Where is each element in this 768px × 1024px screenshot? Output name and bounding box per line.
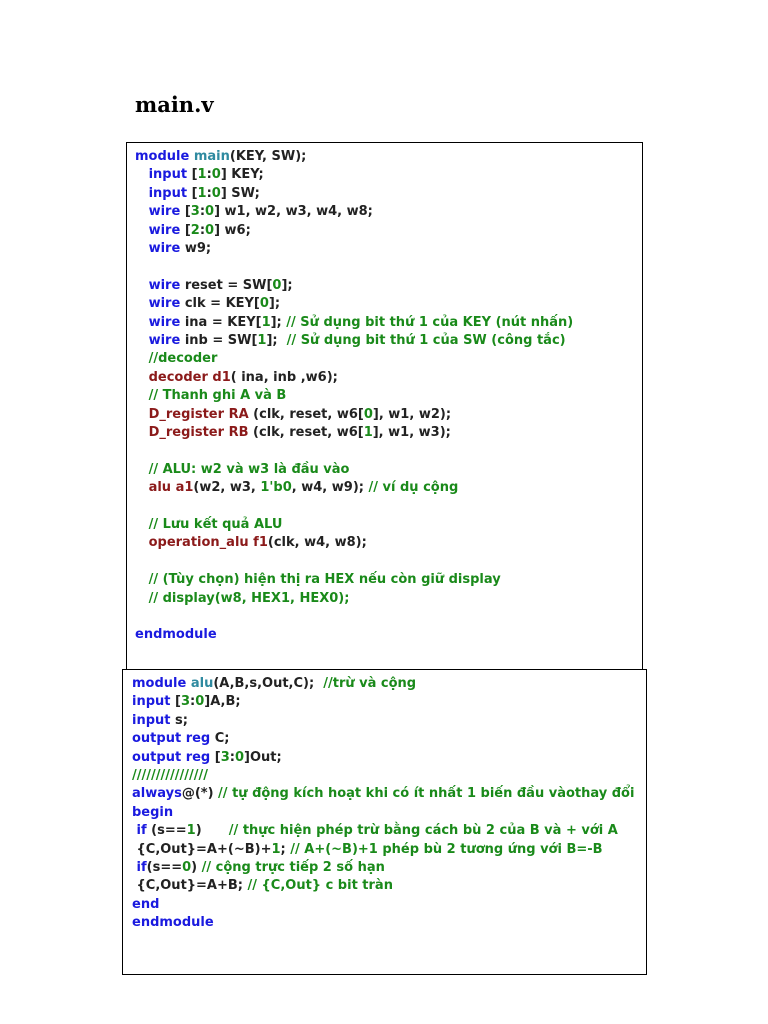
code-token: alu a1 <box>135 480 194 496</box>
code-line <box>135 314 573 332</box>
code-token: endmodule <box>132 915 214 931</box>
code-line <box>135 406 451 424</box>
code-token: 1 <box>197 167 207 183</box>
code-line <box>132 804 173 822</box>
code-token: (clk, reset, w6[ <box>253 425 364 440</box>
code-token: //////////////// <box>132 768 208 783</box>
code-token: ) <box>195 823 229 839</box>
code-token: always <box>132 786 182 802</box>
code-token: 0 <box>259 296 269 312</box>
code-token: ]; <box>281 277 293 293</box>
code-token: 1 <box>261 314 271 330</box>
code-token: 0 <box>234 749 245 765</box>
code-token: 0 <box>272 277 282 293</box>
code-token: // tự động kích hoạt khi có ít nhất 1 biến đầu vàothay đổi <box>218 786 635 802</box>
code-line <box>132 712 188 730</box>
code-line <box>135 350 217 368</box>
code-token: decoder d1 <box>135 369 231 385</box>
code-token: ] w1, w2, w3, w4, w8; <box>214 204 373 220</box>
code-line <box>135 185 260 203</box>
code-token: 0 <box>205 204 215 220</box>
code-token: @(*) <box>181 786 219 802</box>
code-token: (clk, w4, w8); <box>267 535 367 551</box>
code-line <box>132 749 282 767</box>
code-token: ] SW; <box>220 185 260 201</box>
code-token: ]Out; <box>244 749 282 765</box>
code-token: wire <box>135 222 185 238</box>
code-token: // ALU: w2 và w3 là đầu vào <box>135 461 350 477</box>
code-line <box>135 626 217 644</box>
code-line <box>132 785 634 803</box>
code-token: // thực hiện phép trừ bằng cách bù 2 của B và + với A <box>228 823 618 839</box>
code-token: w9; <box>184 241 212 256</box>
code-token: begin <box>132 804 174 820</box>
code-token: // cộng trực tiếp 2 số hạn <box>201 860 385 875</box>
code-token: 0 <box>205 222 215 238</box>
code-token: // Sử dụng bit thứ 1 của KEY (nút nhấn) <box>286 314 574 330</box>
code-token: ]; <box>270 314 287 330</box>
code-token: [ <box>184 204 191 220</box>
code-token: 1 <box>197 185 207 201</box>
code-line <box>135 479 458 497</box>
code-line <box>135 516 282 534</box>
code-token: wire <box>135 314 185 330</box>
code-token: D_register RB <box>135 425 254 440</box>
code-token: // Lưu kết quả ALU <box>135 517 283 532</box>
code-token: 0 <box>211 185 221 201</box>
code-token: wire <box>135 333 185 348</box>
code-line <box>135 571 501 589</box>
code-line <box>135 277 293 295</box>
code-token: ]A,B; <box>204 694 241 710</box>
code-line <box>135 387 286 405</box>
code-token: alu <box>190 676 214 691</box>
code-line <box>132 896 159 914</box>
code-token: ], w1, w3); <box>372 425 451 440</box>
code-token: // ví dụ cộng <box>368 480 459 496</box>
code-token: if <box>132 860 147 875</box>
code-token: : <box>206 167 212 183</box>
code-token: 1'b0 <box>260 480 292 496</box>
code-line <box>132 877 393 895</box>
code-line <box>135 295 280 313</box>
code-token: [ <box>191 167 198 183</box>
code-token: wire <box>135 277 185 293</box>
code-token: : <box>190 694 196 710</box>
code-line <box>135 222 251 240</box>
code-token: s; <box>175 712 188 728</box>
code-token: input <box>135 185 192 201</box>
code-token: // Thanh ghi A và B <box>135 388 287 404</box>
code-token: 1 <box>186 823 196 839</box>
code-token: : <box>229 749 235 765</box>
code-line <box>132 822 618 840</box>
code-line <box>135 534 367 552</box>
code-token: [ <box>175 694 181 710</box>
code-line <box>135 332 566 350</box>
code-token: 2 <box>190 222 200 238</box>
code-token: (KEY, SW); <box>229 149 307 164</box>
code-token: module <box>132 676 191 691</box>
code-token: end <box>132 896 160 912</box>
code-token: , w4, w9); <box>291 480 369 496</box>
code-token: : <box>199 204 206 220</box>
code-token: output reg <box>132 749 215 765</box>
code-token: ; <box>280 841 291 857</box>
code-token: [ <box>214 749 221 765</box>
code-token: clk = KEY[ <box>184 296 260 312</box>
code-token: 0 <box>211 167 221 183</box>
code-line <box>132 841 603 859</box>
code-token: //decoder <box>135 351 218 367</box>
code-token: : <box>199 222 206 238</box>
main-module-code-box <box>126 142 643 671</box>
code-token: 0 <box>363 406 373 422</box>
code-token: wire <box>135 241 185 256</box>
code-token: : <box>206 185 212 201</box>
code-line <box>135 166 264 184</box>
code-token: ]; <box>268 296 281 312</box>
code-token: input <box>132 712 176 728</box>
code-token: 3 <box>180 694 191 710</box>
code-token: output reg <box>132 731 215 747</box>
code-line <box>135 148 306 166</box>
code-line <box>132 730 230 748</box>
code-token: [ <box>191 185 198 201</box>
code-token: 1 <box>363 425 373 440</box>
code-token: (w2, w3, <box>193 480 261 496</box>
code-token: D_register RA <box>135 406 254 422</box>
code-token: (clk, reset, w6[ <box>253 406 364 422</box>
code-token: C; <box>214 731 230 747</box>
code-token: 1 <box>257 333 267 348</box>
code-token: 3 <box>220 749 230 765</box>
code-line <box>135 424 451 442</box>
code-line <box>135 590 349 608</box>
code-line <box>135 369 338 387</box>
code-token: (s== <box>146 860 183 875</box>
document-title: main.v <box>135 92 214 117</box>
code-token: main <box>193 149 230 164</box>
code-token: // Sử dụng bit thứ 1 của SW (công tắc) <box>286 333 566 348</box>
code-token: wire <box>135 296 185 312</box>
code-token: reset = SW[ <box>184 277 273 293</box>
code-token: // A+(~B)+1 phép bù 2 tương ứng với B=-B <box>290 841 603 857</box>
code-token: if <box>132 823 152 839</box>
code-token: 0 <box>195 694 205 710</box>
code-token: //trừ và cộng <box>323 676 417 691</box>
code-token: 1 <box>271 841 281 857</box>
code-token: ] w6; <box>214 222 251 238</box>
code-line <box>135 461 350 479</box>
code-token: {C,Out}=A+(~B)+ <box>132 841 272 857</box>
code-token: 0 <box>182 860 192 875</box>
code-line <box>132 914 214 932</box>
code-token: // (Tùy chọn) hiện thị ra HEX nếu còn giữ display <box>135 572 501 588</box>
code-line <box>132 767 208 785</box>
code-token: ina = KEY[ <box>184 314 262 330</box>
code-line <box>135 240 211 258</box>
code-line <box>132 859 385 877</box>
code-token: // {C,Out} c bit tràn <box>247 878 393 894</box>
code-token: ] KEY; <box>220 167 264 183</box>
code-token: input <box>135 167 192 183</box>
code-token: (s== <box>151 823 187 839</box>
code-token: 3 <box>190 204 200 220</box>
code-line <box>132 693 241 711</box>
code-token: module <box>135 149 194 164</box>
code-token: (A,B,s,Out,C); <box>213 676 324 691</box>
code-token: input <box>132 694 176 710</box>
alu-module-code-box <box>122 669 647 975</box>
code-token: inb = SW[ <box>184 333 258 348</box>
code-token: // display(w8, HEX1, HEX0); <box>135 590 350 606</box>
code-line <box>132 675 416 693</box>
code-token: operation_alu f1 <box>135 535 268 551</box>
code-token: ) <box>191 860 202 875</box>
code-token: {C,Out}=A+B; <box>132 878 248 894</box>
code-token: ( ina, inb ,w6); <box>230 369 338 385</box>
code-token: wire <box>135 204 185 220</box>
code-token: ]; <box>266 333 287 348</box>
code-token: ], w1, w2); <box>372 406 452 422</box>
code-line <box>135 203 373 221</box>
code-token: [ <box>184 222 191 238</box>
code-token: endmodule <box>135 627 217 643</box>
